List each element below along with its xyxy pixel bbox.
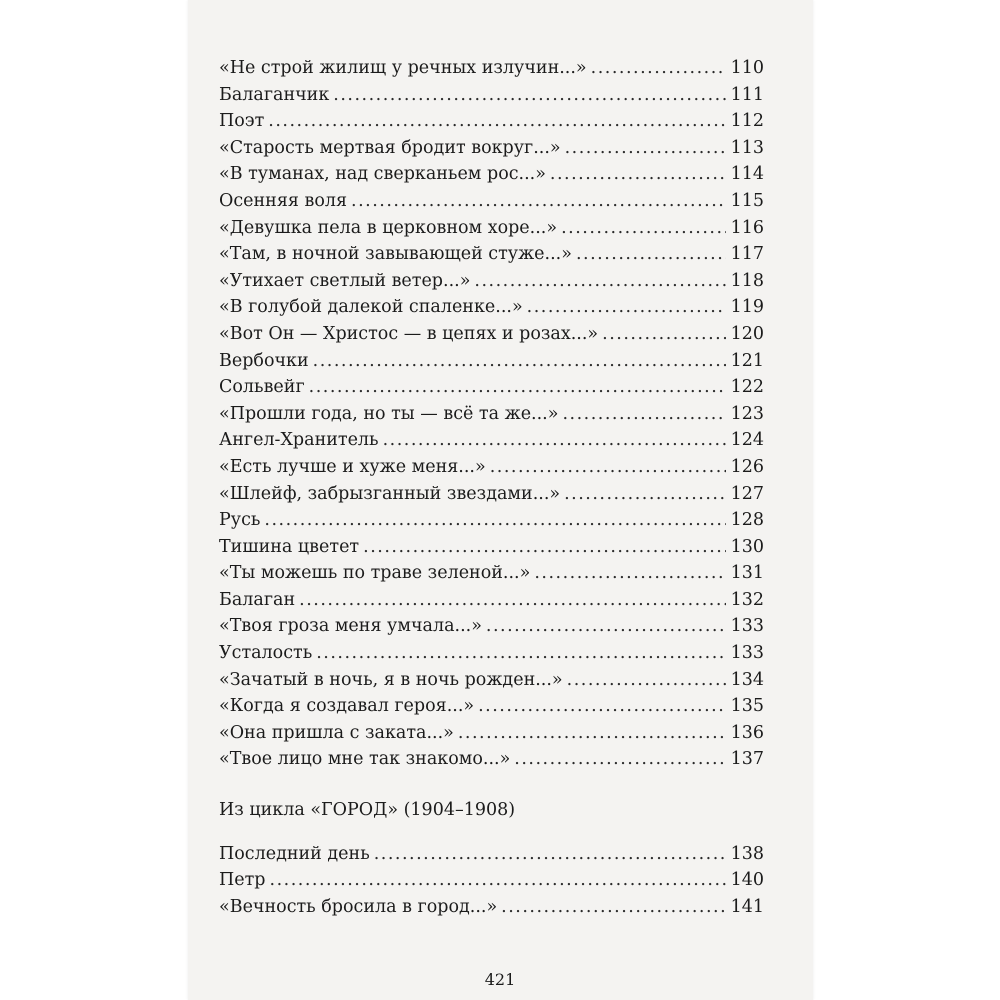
dot-leader	[383, 430, 726, 450]
toc-entry	[219, 191, 764, 218]
dot-leader	[486, 616, 726, 636]
toc-entry	[219, 484, 764, 511]
dot-leader	[363, 537, 726, 557]
dot-leader	[567, 670, 726, 690]
entry-title: «В голубой далекой спаленке...»	[219, 297, 523, 318]
entry-title: Сольвейг	[219, 377, 305, 398]
dot-leader	[534, 563, 726, 583]
dot-leader	[474, 271, 726, 291]
entry-title: «Твое лицо мне так знакомо...»	[219, 749, 511, 770]
entry-title: Ангел-Хранитель	[219, 430, 379, 451]
entry-title: «Вечность бросила в город...»	[219, 896, 498, 917]
entry-page-number: 128	[730, 510, 764, 531]
entry-page-number: 132	[730, 589, 764, 610]
entry-title: Петр	[219, 870, 266, 891]
dot-leader	[527, 297, 726, 317]
dot-leader	[561, 218, 726, 238]
dot-leader	[576, 244, 726, 264]
dot-leader	[374, 844, 726, 864]
entry-title: Осенняя воля	[219, 190, 348, 211]
toc-entry	[219, 58, 764, 85]
section-entries	[219, 844, 764, 924]
entry-page-number: 130	[730, 536, 764, 557]
dot-leader	[565, 138, 726, 158]
dot-leader	[564, 484, 726, 504]
entry-page-number: 118	[730, 270, 764, 291]
entry-page-number: 135	[730, 696, 764, 717]
table-of-contents	[219, 58, 764, 923]
entry-title: Последний день	[219, 843, 370, 864]
dot-leader	[270, 870, 726, 890]
dot-leader	[550, 164, 726, 184]
entry-page-number: 112	[730, 111, 764, 132]
entry-title: Усталость	[219, 643, 313, 664]
toc-entry	[219, 271, 764, 298]
entry-page-number: 127	[730, 483, 764, 504]
toc-entry	[219, 590, 764, 617]
entry-title: «Старость мертвая бродит вокруг...»	[219, 137, 561, 158]
entry-page-number: 137	[730, 749, 764, 770]
dot-leader	[591, 58, 726, 78]
entry-page-number: 115	[730, 190, 764, 211]
entry-title: «Ты можешь по траве зеленой...»	[219, 563, 531, 584]
toc-entry	[219, 111, 764, 138]
dot-leader	[316, 643, 726, 663]
entry-title: «Зачатый в ночь, я в ночь рожден...»	[219, 669, 563, 690]
entry-page-number: 117	[730, 244, 764, 265]
entry-page-number: 124	[730, 430, 764, 451]
entry-title: «В туманах, над сверканьем рос...»	[219, 164, 546, 185]
entry-page-number: 140	[730, 870, 764, 891]
entry-page-number: 131	[730, 563, 764, 584]
entry-title: «Есть лучше и хуже меня...»	[219, 456, 486, 477]
entry-page-number: 123	[730, 403, 764, 424]
dot-leader	[268, 111, 726, 131]
entry-page-number: 120	[730, 323, 764, 344]
entry-title: «Когда я создавал героя...»	[219, 696, 475, 717]
toc-entry	[219, 616, 764, 643]
entry-page-number: 141	[730, 896, 764, 917]
dot-leader	[264, 510, 726, 530]
entry-page-number: 113	[730, 137, 764, 158]
entry-page-number: 133	[730, 616, 764, 637]
toc-entry	[219, 404, 764, 431]
entry-page-number: 114	[730, 164, 764, 185]
entry-page-number: 116	[730, 217, 764, 238]
entry-page-number: 134	[730, 669, 764, 690]
entry-title: «Твоя гроза меня умчала...»	[219, 616, 482, 637]
toc-entry	[219, 723, 764, 750]
entry-page-number: 138	[730, 843, 764, 864]
entry-page-number: 119	[730, 297, 764, 318]
toc-entry	[219, 218, 764, 245]
toc-entry	[219, 457, 764, 484]
entry-page-number: 126	[730, 456, 764, 477]
entry-title: «Она пришла с заката...»	[219, 722, 454, 743]
entry-page-number: 133	[730, 643, 764, 664]
entry-title: Балаган	[219, 589, 296, 610]
toc-entry	[219, 377, 764, 404]
toc-entry	[219, 870, 764, 897]
entry-title: «Утихает светлый ветер...»	[219, 270, 471, 291]
toc-entry	[219, 85, 764, 112]
entry-title: «Девушка пела в церковном хоре...»	[219, 217, 558, 238]
dot-leader	[299, 590, 726, 610]
page-number: 421	[484, 970, 516, 989]
toc-entry	[219, 430, 764, 457]
dot-leader	[313, 351, 726, 371]
entry-page-number: 122	[730, 377, 764, 398]
dot-leader	[458, 723, 726, 743]
toc-entry	[219, 844, 764, 871]
entry-title: Тишина цветет	[219, 536, 360, 557]
toc-entry	[219, 324, 764, 351]
dot-leader	[351, 191, 726, 211]
entry-page-number: 110	[730, 58, 764, 78]
dot-leader	[333, 85, 726, 105]
toc-entry	[219, 749, 764, 776]
toc-entry	[219, 297, 764, 324]
section-heading: Из цикла «ГОРОД» (1904–1908)	[219, 800, 516, 821]
entry-title: «Не строй жилищ у речных излучин...»	[219, 58, 587, 78]
toc-entry	[219, 351, 764, 378]
entry-title: «Там, в ночной завывающей стуже...»	[219, 244, 572, 265]
dot-leader	[562, 404, 726, 424]
entry-title: «Вот Он — Христос — в цепях и розах...»	[219, 323, 599, 344]
entry-page-number: 121	[730, 350, 764, 371]
toc-entry	[219, 164, 764, 191]
entry-title: «Шлейф, забрызганный звездами...»	[219, 483, 561, 504]
toc-entry	[219, 563, 764, 590]
dot-leader	[478, 696, 726, 716]
toc-entry	[219, 537, 764, 564]
entry-page-number: 136	[730, 722, 764, 743]
entry-title: Вербочки	[219, 350, 309, 371]
entry-title: Поэт	[219, 111, 265, 132]
toc-entry	[219, 510, 764, 537]
entry-title: «Прошли года, но ты — всё та же...»	[219, 403, 559, 424]
toc-entry	[219, 897, 764, 924]
entry-title: Балаганчик	[219, 84, 330, 105]
dot-leader	[602, 324, 726, 344]
dot-leader	[514, 749, 726, 769]
toc-entry	[219, 670, 764, 697]
entry-title: Русь	[219, 510, 261, 531]
toc-entry	[219, 138, 764, 165]
entry-page-number: 111	[730, 84, 764, 105]
toc-entry	[219, 244, 764, 271]
dot-leader	[490, 457, 726, 477]
toc-entry	[219, 643, 764, 670]
dot-leader	[309, 377, 726, 397]
dot-leader	[501, 897, 726, 917]
toc-entry	[219, 696, 764, 723]
toc-entries	[219, 58, 764, 776]
